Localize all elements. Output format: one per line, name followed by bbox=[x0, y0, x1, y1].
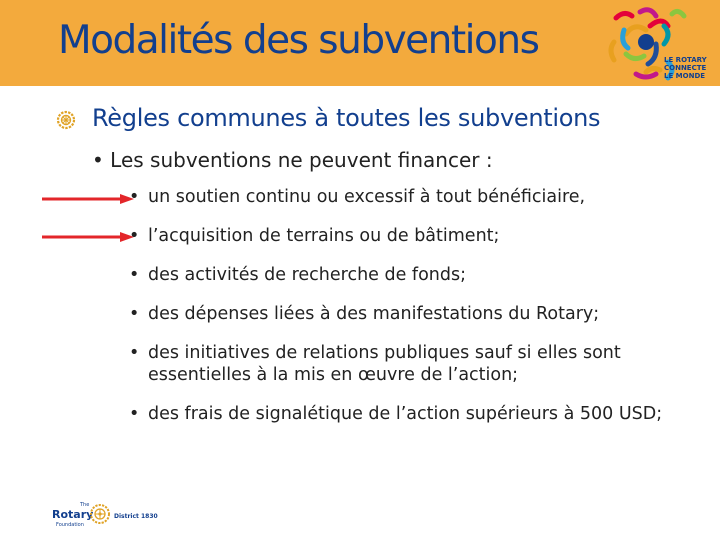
list-item bbox=[124, 403, 684, 425]
list-item bbox=[124, 264, 684, 286]
footer-foundation: Foundation bbox=[56, 522, 84, 528]
logo-tagline-line: LE MONDE bbox=[664, 72, 706, 80]
list-item-text: un soutien continu ou excessif à tout bénéficiaire, bbox=[148, 187, 586, 207]
restriction-list bbox=[124, 186, 684, 442]
footer-wheel-icon bbox=[91, 505, 109, 523]
section-heading: Règles communes à toutes les subventions bbox=[92, 104, 601, 132]
list-item bbox=[124, 303, 684, 325]
bullet-dot: • bbox=[129, 226, 140, 246]
bullet-dot: • bbox=[129, 404, 140, 424]
footer-district: District 1830 bbox=[114, 513, 158, 520]
rotary-foundation-logo bbox=[48, 498, 168, 530]
logo-tagline bbox=[664, 56, 707, 80]
list-item-text: des activités de recherche de fonds; bbox=[148, 265, 467, 285]
bullet-dot: • bbox=[129, 343, 140, 363]
page-title: Modalités des subventions bbox=[58, 18, 539, 63]
list-item bbox=[124, 186, 684, 208]
list-item bbox=[124, 225, 684, 247]
footer-the: The bbox=[80, 502, 90, 508]
intro-text: • Les subventions ne peuvent financer : bbox=[92, 148, 493, 172]
red-arrow-icon bbox=[42, 192, 134, 206]
list-item-text: des dépenses liées à des manifestations du Rotary; bbox=[148, 304, 600, 324]
list-item-text: des initiatives de relations publiques sauf si elles sont essentielles à la mis en œuvre de l’action; bbox=[148, 343, 621, 385]
logo-tagline-line: CONNECTE bbox=[664, 64, 707, 72]
list-item-text: des frais de signalétique de l’action supérieurs à 500 USD; bbox=[148, 404, 663, 424]
bullet-dot: • bbox=[129, 304, 140, 324]
title-banner bbox=[0, 0, 720, 86]
logo-tagline-line: LE ROTARY bbox=[664, 56, 707, 64]
red-arrow-icon bbox=[42, 230, 134, 244]
footer-rotary: Rotary bbox=[52, 508, 94, 521]
rotary-wheel-icon bbox=[56, 110, 76, 130]
bullet-dot: • bbox=[129, 265, 140, 285]
bullet-dot: • bbox=[129, 187, 140, 207]
list-item bbox=[124, 342, 684, 386]
list-item-text: l’acquisition de terrains ou de bâtiment; bbox=[148, 226, 500, 246]
